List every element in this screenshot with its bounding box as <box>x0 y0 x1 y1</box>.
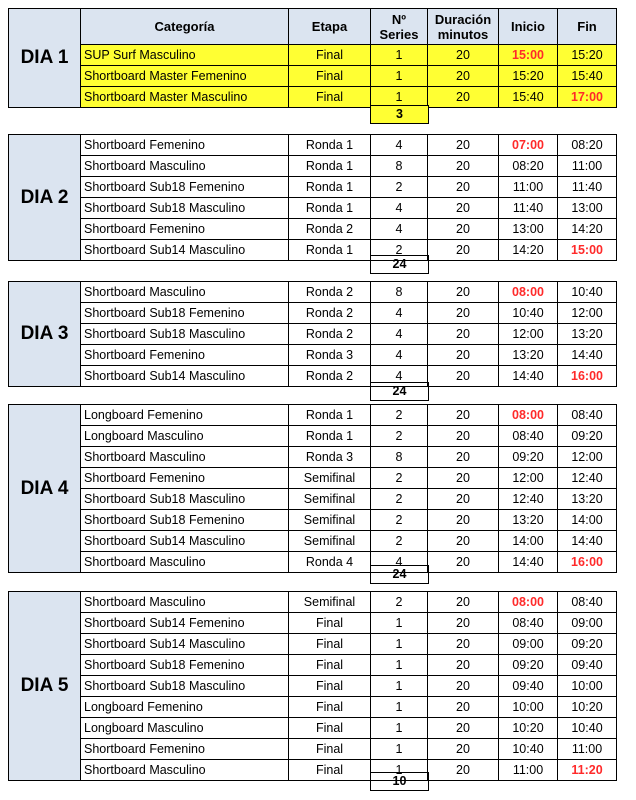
end-time-cell: 15:00 <box>558 240 617 261</box>
stage-cell: Ronda 2 <box>289 303 371 324</box>
category-cell: SUP Surf Masculino <box>81 45 289 66</box>
series-cell: 4 <box>371 303 428 324</box>
stage-cell: Final <box>289 760 371 781</box>
stage-cell: Ronda 3 <box>289 447 371 468</box>
day-label: DIA 5 <box>9 592 81 781</box>
end-time-cell: 12:00 <box>558 303 617 324</box>
category-cell: Longboard Masculino <box>81 426 289 447</box>
duration-cell: 20 <box>428 655 499 676</box>
stage-cell: Ronda 3 <box>289 345 371 366</box>
category-cell: Shortboard Sub14 Masculino <box>81 366 289 387</box>
category-cell: Shortboard Sub18 Masculino <box>81 198 289 219</box>
header-fin: Fin <box>558 9 617 45</box>
category-cell: Shortboard Femenino <box>81 739 289 760</box>
stage-cell: Ronda 1 <box>289 198 371 219</box>
duration-cell: 20 <box>428 282 499 303</box>
series-cell: 4 <box>371 219 428 240</box>
table-row <box>9 531 617 552</box>
category-cell: Shortboard Sub14 Masculino <box>81 531 289 552</box>
start-time-cell: 15:00 <box>499 45 558 66</box>
start-time-cell: 13:00 <box>499 219 558 240</box>
table-row <box>9 135 617 156</box>
end-time-cell: 16:00 <box>558 366 617 387</box>
series-cell: 1 <box>371 634 428 655</box>
table-row <box>9 634 617 655</box>
end-time-cell: 08:20 <box>558 135 617 156</box>
duration-cell: 20 <box>428 718 499 739</box>
start-time-cell: 08:00 <box>499 282 558 303</box>
duration-cell: 20 <box>428 760 499 781</box>
duration-cell: 20 <box>428 447 499 468</box>
series-cell: 4 <box>371 198 428 219</box>
start-time-cell: 15:40 <box>499 87 558 108</box>
category-cell: Longboard Femenino <box>81 405 289 426</box>
end-time-cell: 11:00 <box>558 156 617 177</box>
series-cell: 1 <box>371 739 428 760</box>
stage-cell: Final <box>289 676 371 697</box>
table-row <box>9 510 617 531</box>
category-cell: Shortboard Sub18 Femenino <box>81 510 289 531</box>
series-cell: 2 <box>371 177 428 198</box>
series-total: 3 <box>370 105 429 124</box>
duration-cell: 20 <box>428 219 499 240</box>
series-cell: 4 <box>371 366 428 387</box>
table-row <box>9 676 617 697</box>
stage-cell: Final <box>289 613 371 634</box>
table-row <box>9 177 617 198</box>
end-time-cell: 09:40 <box>558 655 617 676</box>
duration-cell: 20 <box>428 552 499 573</box>
start-time-cell: 10:40 <box>499 303 558 324</box>
category-cell: Shortboard Masculino <box>81 282 289 303</box>
category-cell: Shortboard Masculino <box>81 592 289 613</box>
stage-cell: Semifinal <box>289 592 371 613</box>
duration-cell: 20 <box>428 405 499 426</box>
stage-cell: Ronda 1 <box>289 177 371 198</box>
end-time-cell: 10:40 <box>558 718 617 739</box>
category-cell: Longboard Femenino <box>81 697 289 718</box>
category-cell: Shortboard Sub14 Femenino <box>81 613 289 634</box>
start-time-cell: 08:00 <box>499 592 558 613</box>
duration-cell: 20 <box>428 510 499 531</box>
category-cell: Shortboard Sub18 Masculino <box>81 324 289 345</box>
stage-cell: Final <box>289 634 371 655</box>
category-cell: Shortboard Sub18 Masculino <box>81 676 289 697</box>
stage-cell: Ronda 1 <box>289 405 371 426</box>
end-time-cell: 11:20 <box>558 760 617 781</box>
stage-cell: Ronda 1 <box>289 426 371 447</box>
end-time-cell: 08:40 <box>558 592 617 613</box>
duration-cell: 20 <box>428 198 499 219</box>
table-row <box>9 345 617 366</box>
series-cell: 1 <box>371 697 428 718</box>
day-table <box>8 591 617 781</box>
end-time-cell: 16:00 <box>558 552 617 573</box>
header-row <box>9 9 617 45</box>
start-time-cell: 12:40 <box>499 489 558 510</box>
category-cell: Shortboard Master Masculino <box>81 87 289 108</box>
end-time-cell: 10:40 <box>558 282 617 303</box>
stage-cell: Semifinal <box>289 468 371 489</box>
series-cell: 2 <box>371 405 428 426</box>
start-time-cell: 10:40 <box>499 739 558 760</box>
table-row <box>9 219 617 240</box>
end-time-cell: 12:00 <box>558 447 617 468</box>
end-time-cell: 09:20 <box>558 634 617 655</box>
start-time-cell: 13:20 <box>499 345 558 366</box>
category-cell: Shortboard Femenino <box>81 135 289 156</box>
category-cell: Shortboard Sub18 Femenino <box>81 655 289 676</box>
series-cell: 2 <box>371 240 428 261</box>
category-cell: Shortboard Sub18 Femenino <box>81 177 289 198</box>
day-label: DIA 4 <box>9 405 81 573</box>
duration-cell: 20 <box>428 531 499 552</box>
stage-cell: Final <box>289 45 371 66</box>
end-time-cell: 09:20 <box>558 426 617 447</box>
table-row <box>9 760 617 781</box>
end-time-cell: 10:00 <box>558 676 617 697</box>
day-table <box>8 134 617 261</box>
series-cell: 4 <box>371 324 428 345</box>
duration-cell: 20 <box>428 240 499 261</box>
end-time-cell: 10:20 <box>558 697 617 718</box>
duration-cell: 20 <box>428 66 499 87</box>
end-time-cell: 14:40 <box>558 531 617 552</box>
start-time-cell: 08:40 <box>499 426 558 447</box>
category-cell: Shortboard Femenino <box>81 468 289 489</box>
series-cell: 1 <box>371 45 428 66</box>
end-time-cell: 17:00 <box>558 87 617 108</box>
duration-cell: 20 <box>428 739 499 760</box>
stage-cell: Ronda 2 <box>289 366 371 387</box>
end-time-cell: 14:00 <box>558 510 617 531</box>
start-time-cell: 09:20 <box>499 655 558 676</box>
header-duracion: Duración minutos <box>428 9 499 45</box>
end-time-cell: 13:20 <box>558 324 617 345</box>
stage-cell: Semifinal <box>289 531 371 552</box>
duration-cell: 20 <box>428 156 499 177</box>
duration-cell: 20 <box>428 135 499 156</box>
stage-cell: Ronda 1 <box>289 240 371 261</box>
category-cell: Shortboard Masculino <box>81 447 289 468</box>
stage-cell: Ronda 2 <box>289 219 371 240</box>
series-cell: 1 <box>371 718 428 739</box>
category-cell: Shortboard Sub18 Masculino <box>81 489 289 510</box>
header-categoria: Categoría <box>81 9 289 45</box>
series-cell: 2 <box>371 531 428 552</box>
category-cell: Shortboard Sub18 Femenino <box>81 303 289 324</box>
table-row <box>9 405 617 426</box>
table-row <box>9 552 617 573</box>
duration-cell: 20 <box>428 45 499 66</box>
duration-cell: 20 <box>428 676 499 697</box>
table-row <box>9 303 617 324</box>
end-time-cell: 12:40 <box>558 468 617 489</box>
day-label: DIA 1 <box>9 9 81 108</box>
series-total: 24 <box>370 255 429 274</box>
series-cell: 8 <box>371 156 428 177</box>
start-time-cell: 14:00 <box>499 531 558 552</box>
duration-cell: 20 <box>428 426 499 447</box>
series-cell: 2 <box>371 592 428 613</box>
table-row <box>9 366 617 387</box>
table-row <box>9 324 617 345</box>
stage-cell: Ronda 1 <box>289 135 371 156</box>
day-label: DIA 2 <box>9 135 81 261</box>
category-cell: Shortboard Femenino <box>81 219 289 240</box>
table-row <box>9 489 617 510</box>
start-time-cell: 15:20 <box>499 66 558 87</box>
table-row <box>9 198 617 219</box>
table-row <box>9 45 617 66</box>
start-time-cell: 13:20 <box>499 510 558 531</box>
series-cell: 4 <box>371 135 428 156</box>
stage-cell: Final <box>289 66 371 87</box>
series-cell: 1 <box>371 66 428 87</box>
series-cell: 8 <box>371 447 428 468</box>
table-row <box>9 447 617 468</box>
start-time-cell: 08:00 <box>499 405 558 426</box>
start-time-cell: 08:20 <box>499 156 558 177</box>
start-time-cell: 07:00 <box>499 135 558 156</box>
table-row <box>9 66 617 87</box>
stage-cell: Ronda 1 <box>289 156 371 177</box>
category-cell: Shortboard Masculino <box>81 760 289 781</box>
category-cell: Shortboard Sub14 Masculino <box>81 634 289 655</box>
start-time-cell: 09:40 <box>499 676 558 697</box>
category-cell: Longboard Masculino <box>81 718 289 739</box>
series-cell: 4 <box>371 552 428 573</box>
category-cell: Shortboard Master Femenino <box>81 66 289 87</box>
header-inicio: Inicio <box>499 9 558 45</box>
day-table <box>8 281 617 387</box>
start-time-cell: 10:20 <box>499 718 558 739</box>
duration-cell: 20 <box>428 366 499 387</box>
header-series: Nº Series <box>371 9 428 45</box>
stage-cell: Final <box>289 739 371 760</box>
table-row <box>9 739 617 760</box>
series-cell: 2 <box>371 510 428 531</box>
table-row <box>9 697 617 718</box>
series-cell: 1 <box>371 676 428 697</box>
header-etapa: Etapa <box>289 9 371 45</box>
duration-cell: 20 <box>428 303 499 324</box>
end-time-cell: 13:20 <box>558 489 617 510</box>
start-time-cell: 14:40 <box>499 366 558 387</box>
series-cell: 2 <box>371 468 428 489</box>
start-time-cell: 14:20 <box>499 240 558 261</box>
table-row <box>9 718 617 739</box>
table-row <box>9 156 617 177</box>
day-table <box>8 8 617 108</box>
end-time-cell: 15:20 <box>558 45 617 66</box>
series-cell: 1 <box>371 760 428 781</box>
stage-cell: Semifinal <box>289 489 371 510</box>
end-time-cell: 14:20 <box>558 219 617 240</box>
end-time-cell: 08:40 <box>558 405 617 426</box>
stage-cell: Final <box>289 87 371 108</box>
end-time-cell: 09:00 <box>558 613 617 634</box>
stage-cell: Final <box>289 655 371 676</box>
table-row <box>9 468 617 489</box>
series-cell: 1 <box>371 613 428 634</box>
series-cell: 2 <box>371 489 428 510</box>
stage-cell: Semifinal <box>289 510 371 531</box>
start-time-cell: 09:00 <box>499 634 558 655</box>
start-time-cell: 11:00 <box>499 760 558 781</box>
table-row <box>9 426 617 447</box>
duration-cell: 20 <box>428 177 499 198</box>
duration-cell: 20 <box>428 634 499 655</box>
table-row <box>9 613 617 634</box>
category-cell: Shortboard Masculino <box>81 552 289 573</box>
stage-cell: Final <box>289 718 371 739</box>
start-time-cell: 10:00 <box>499 697 558 718</box>
table-row <box>9 592 617 613</box>
duration-cell: 20 <box>428 592 499 613</box>
table-row <box>9 240 617 261</box>
table-row <box>9 87 617 108</box>
day-label: DIA 3 <box>9 282 81 387</box>
stage-cell: Ronda 2 <box>289 282 371 303</box>
stage-cell: Ronda 4 <box>289 552 371 573</box>
start-time-cell: 08:40 <box>499 613 558 634</box>
start-time-cell: 11:00 <box>499 177 558 198</box>
series-cell: 8 <box>371 282 428 303</box>
duration-cell: 20 <box>428 87 499 108</box>
category-cell: Shortboard Sub14 Masculino <box>81 240 289 261</box>
series-cell: 1 <box>371 655 428 676</box>
end-time-cell: 11:40 <box>558 177 617 198</box>
table-row <box>9 282 617 303</box>
duration-cell: 20 <box>428 697 499 718</box>
duration-cell: 20 <box>428 613 499 634</box>
end-time-cell: 11:00 <box>558 739 617 760</box>
duration-cell: 20 <box>428 324 499 345</box>
duration-cell: 20 <box>428 345 499 366</box>
start-time-cell: 09:20 <box>499 447 558 468</box>
duration-cell: 20 <box>428 489 499 510</box>
series-cell: 2 <box>371 426 428 447</box>
category-cell: Shortboard Masculino <box>81 156 289 177</box>
series-total: 10 <box>370 772 429 791</box>
series-cell: 1 <box>371 87 428 108</box>
series-total: 24 <box>370 382 429 401</box>
stage-cell: Ronda 2 <box>289 324 371 345</box>
day-table <box>8 404 617 573</box>
start-time-cell: 14:40 <box>499 552 558 573</box>
stage-cell: Final <box>289 697 371 718</box>
end-time-cell: 15:40 <box>558 66 617 87</box>
duration-cell: 20 <box>428 468 499 489</box>
series-cell: 4 <box>371 345 428 366</box>
start-time-cell: 12:00 <box>499 324 558 345</box>
category-cell: Shortboard Femenino <box>81 345 289 366</box>
table-row <box>9 655 617 676</box>
end-time-cell: 14:40 <box>558 345 617 366</box>
start-time-cell: 11:40 <box>499 198 558 219</box>
end-time-cell: 13:00 <box>558 198 617 219</box>
start-time-cell: 12:00 <box>499 468 558 489</box>
series-total: 24 <box>370 565 429 584</box>
